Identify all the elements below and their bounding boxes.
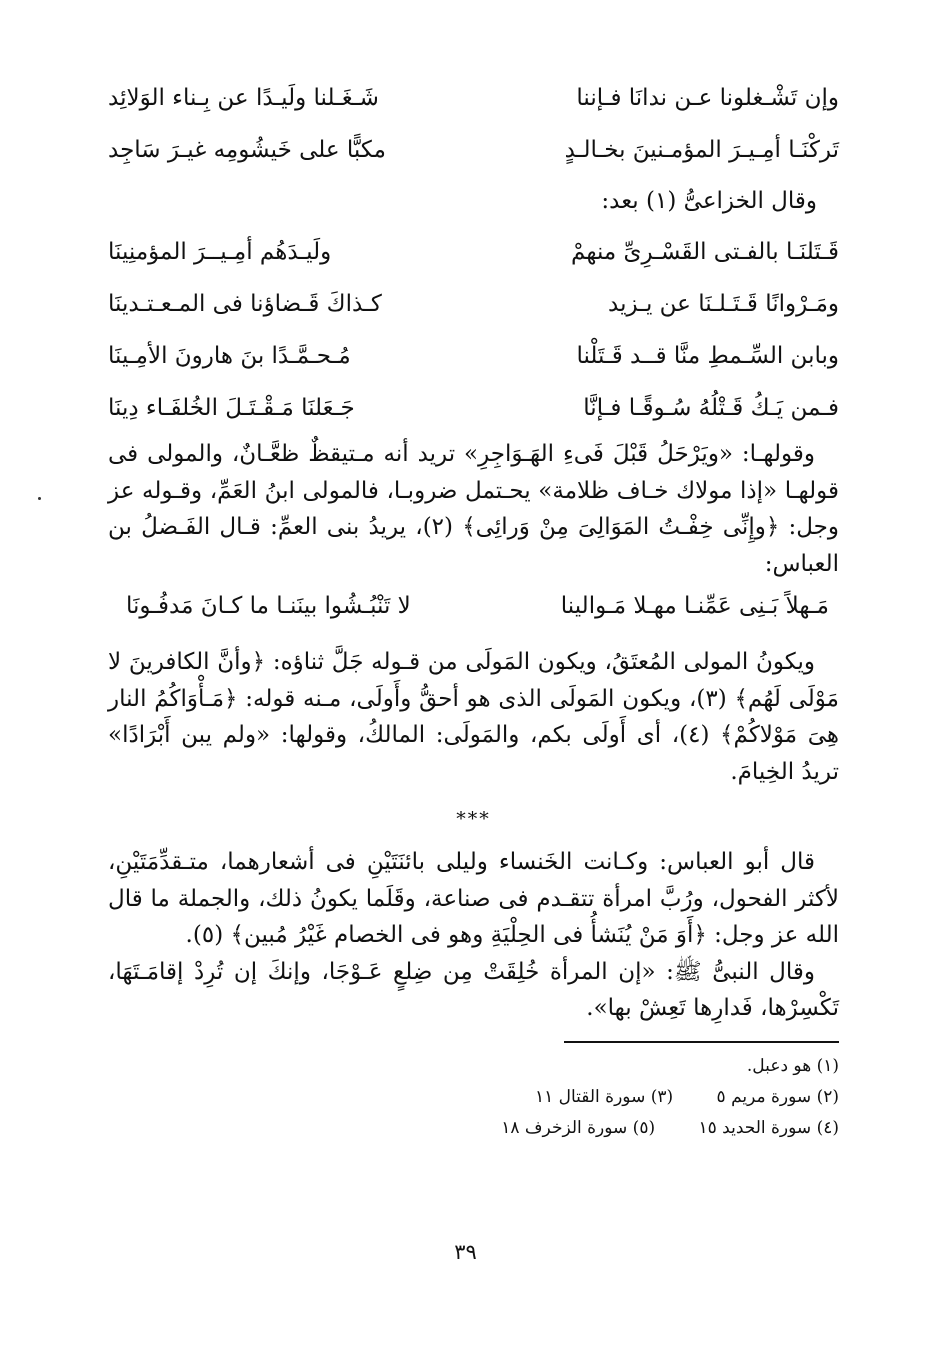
poem-block-1 (108, 72, 839, 176)
spacer (108, 630, 839, 644)
verse-line (108, 382, 839, 434)
verse-line (108, 72, 839, 124)
footnotes (108, 1051, 839, 1144)
verse-second-hemistich: جَـعَلنَا مَـقْـتَـلَ الخُلفَـاء دِينَا (108, 395, 355, 421)
verse-first-hemistich: تَركْنَـا أمِـيـرَ المؤمـنينَ بخـالـدٍ (564, 137, 839, 163)
verse-second-hemistich: مكبًّا على خَيشُومِه غيـرَ سَاجِد (108, 137, 386, 163)
verse-second-hemistich: كـذاكَ قَـضاؤنا فى المـعـتـدينَا (108, 291, 382, 317)
verse-second-hemistich: مُـحـمَّـدًا بنَ هارونَ الأمِـينَا (108, 343, 351, 369)
paragraph-commentary-2: ويكونُ المولى المُعتَقُ، ويكون المَولَى من قـوله جَلَّ ثناؤه: ﴿وأنَّ الكافرينَ لا مَوْلَى لَهُم﴾ (٣)، ويكون المَولَى الذى هو أحقُّ وأَولَى، مـنه قوله: ﴿مَـأْوَاكُمُ النار هِىَ مَوْلاكُمْ﴾ (٤)، أى أَولَى بكم، والمَولَى: المالكُ، وقولها: «ولم يبن أَبْرَادًا» تريدُ الخِيامَ. (108, 649, 839, 785)
poem-intro: وقال الخزاعىُّ (١) بعد: (601, 188, 817, 214)
verse-second-hemistich: شَـغَـلنا ولَيـدًا عن بِـناء الوَلائِد (108, 85, 379, 111)
verse-line-fadl (108, 582, 839, 630)
verse-second-hemistich: ولَيـدَهُم أمِـيــرَ المؤمنِينَا (108, 239, 332, 265)
scan-speck (38, 497, 41, 500)
paragraph-commentary-4: وقال النبىُّ ﷺ: «إن المرأة خُلِقَتْ مِن ضِلعٍ عَـوْجَا، وإنكَ إن تُرِدْ إقامَـتَهَا، تَكْسِرْها، فَدارِها تَعِشْ بها». (108, 958, 839, 1021)
verse-first-hemistich: وإن تَشْـغلونا عـن ندانَا فـإننا (576, 85, 839, 111)
footnote-item: (١) هو دعبل. (746, 1055, 839, 1076)
verse-line (108, 330, 839, 382)
verse-line (108, 278, 839, 330)
footnote-divider (564, 1041, 839, 1043)
footnote-line (108, 1113, 839, 1144)
footnote-line (108, 1082, 839, 1113)
footnote-item: (٣) سورة القتال ١١ (534, 1086, 674, 1107)
verse-first-hemistich: مَـهلاً بَـنِى عَمِّنـا مهـلا مَـوالينا (560, 593, 829, 619)
verse-line (108, 124, 839, 176)
footnote-item: (٥) سورة الزخرف ١٨ (501, 1117, 656, 1138)
footnote-item: (٤) سورة الحديد ١٥ (698, 1117, 839, 1138)
footnote-line (108, 1051, 839, 1082)
verse-first-hemistich: فـمن يَـكُ قَـتْلُهُ سُـوقًـا فـإنَّا (583, 395, 839, 421)
section-separator: *** (456, 808, 491, 830)
paragraph-commentary-1: وقولهـا: «ويَرْحَلُ قَبْلَ فَىءِ الهَـوَاجِرِ» تريد أنه مـتيقظٌ ظعَّـانٌ، والمولى فى قولهـا «إذا مولاك خـاف ظلامة» يحـتمل ضروبـا، فالمولى ابنُ العَمِّ، وقـوله عز وجل: ﴿وإِنِّى خِفْـتُ المَوَالِىَ مِنْ وَرائِى﴾ (٢)، يريدُ بنى العمِّ: قـال الفَـضلُ بن العباس: (108, 441, 839, 577)
footnote-item: (٢) سورة مريم ٥ (716, 1086, 839, 1107)
verse-first-hemistich: ومَـرْوانًا قَـتَـلـنَا عن يـزيد (608, 291, 839, 317)
page-number: ٣٩ (454, 1240, 477, 1264)
verse-first-hemistich: وبابن السِّـمطِ منَّا قــد قَـتَلْنا (576, 343, 839, 369)
verse-second-hemistich: لا تَنْبُـشُوا بينَنـا ما كـانَ مَدفُـونَا (126, 593, 411, 619)
verse-first-hemistich: قَـتَلنَـا بالفـتى القَسْـرِىِّ منهمْ (571, 239, 839, 265)
verse-line (108, 226, 839, 278)
paragraph-commentary-3: قال أبو العباس: وكـانت الخَنساء وليلى بائنَتَيْنِ فى أشعارهما، متـقدِّمَتَيْنِ، لأكثر الفحول، ورُبَّ امرأة تتقـدم فى صناعة، وقَلَما يكونُ ذلك، والجملة ما قال الله عز وجل: ﴿أَوَ مَنْ يُنَشأُ فى الحِلْيَةِ وهو فى الخصام غَيْرُ مُبين﴾ (٥). (108, 849, 839, 948)
poem-block-2 (108, 226, 839, 434)
